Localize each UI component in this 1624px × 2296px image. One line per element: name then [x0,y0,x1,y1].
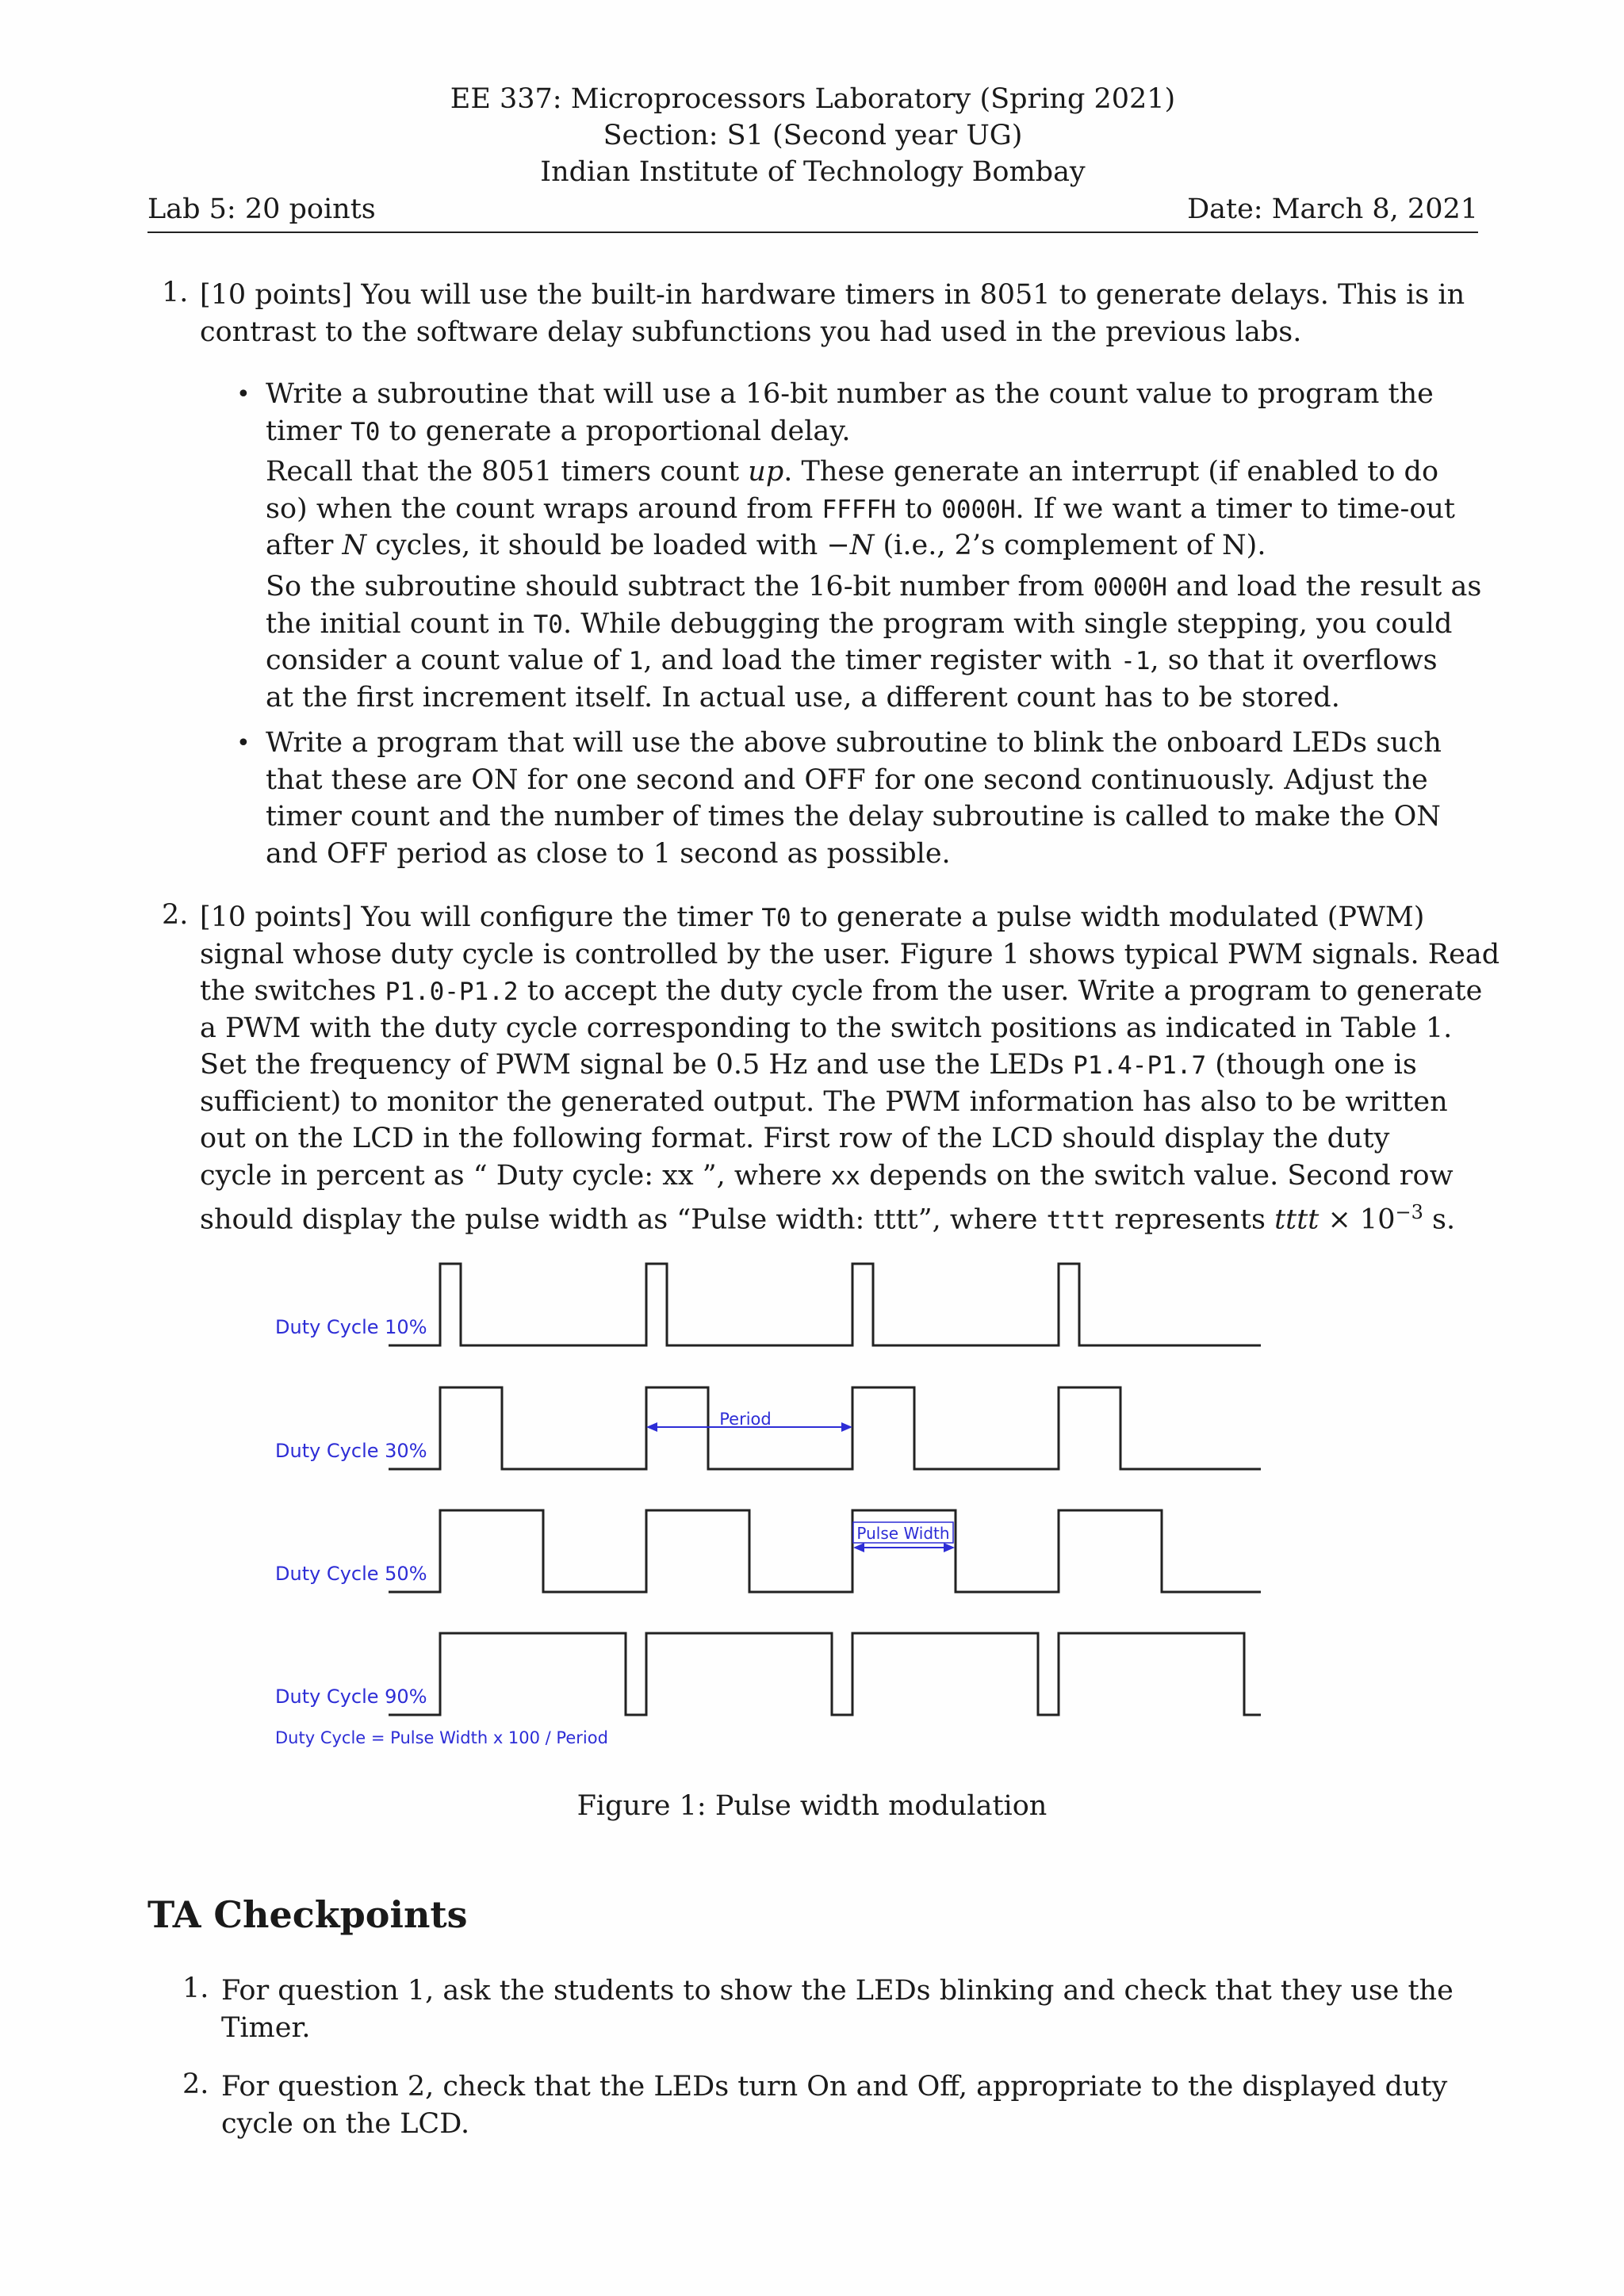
q1-b1-line: after N cycles, it should be loaded with −N (i.e., 2’s complement of N). [266,530,1266,561]
q1-b1-line: Write a subroutine that will use a 16-bit number as the count value to program the [266,378,1434,410]
arrow-head-left [646,1422,657,1432]
pwm-waveform [389,1510,1261,1592]
ta-line: For question 2, check that the LEDs turn On and Off, appropriate to the displayed duty [221,2071,1448,2103]
q1-number: 1. [162,277,189,308]
pwm-waveform [389,1387,1261,1469]
arrow-head-right [841,1422,852,1432]
q1-b1-line: consider a count value of 1, and load the timer register with -1, so that it overflows [266,645,1438,676]
q1-line: [10 points] You will use the built-in hardware timers in 8051 to generate delays. This is in [200,279,1465,311]
ta-item-1 [221,1973,1454,2046]
ta-heading: TA Checkpoints [147,1893,468,1936]
pwm-waveform [389,1633,1261,1715]
arrow-head-left [853,1543,864,1552]
q2-line: Set the frequency of PWM signal be 0.5 Hz and use the LEDs P1.4-P1.7 (though one is [200,1049,1417,1081]
q1-bullet2 [266,725,1442,872]
pulse-width-label: Pulse Width [856,1524,950,1543]
bullet-dot: • [236,381,251,408]
q1-bullet1 [266,376,1434,450]
q1-b1-line: so) when the count wraps around from FFFFH to 0000H. If we want a timer to time-out [266,492,1455,525]
q1-b1-line: at the first increment itself. In actual use, a different count has to be stored. [266,681,1340,714]
q2-line: sufficient) to monitor the generated output. The PWM information has also to be written [200,1085,1448,1118]
ta-line: For question 1, ask the students to show the LEDs blinking and check that they use the [221,1975,1454,2007]
q1-b2-line: timer count and the number of times the delay subroutine is called to make the ON [266,801,1441,832]
period-label: Period [719,1410,772,1429]
q2-line: out on the LCD in the following format. First row of the LCD should display the duty [200,1123,1390,1154]
q2-number: 2. [162,899,189,931]
section-line: Section: S1 (Second year UG) [603,120,1023,151]
lab-points: Lab 5: 20 points [147,193,376,225]
q1-intro [200,277,1465,350]
q2-line: [10 points] You will configure the timer T0 to generate a pulse width modulated (PWM) [200,901,1425,933]
ta-item-2 [221,2068,1448,2142]
bullet-dot: • [236,729,251,757]
course-title: EE 337: Microprocessors Laboratory (Spring 2021) [450,83,1176,115]
duty-cycle-label: Duty Cycle 10% [275,1316,427,1338]
q1-b1-line: timer T0 to generate a proportional delay. [266,415,851,447]
q1-b2-line: that these are ON for one second and OFF for one second continuously. Adjust the [266,763,1428,796]
q2-line: the switches P1.0-P1.2 to accept the duty cycle from the user. Write a program to generate [200,975,1483,1007]
q2-line: signal whose duty cycle is controlled by the user. Figure 1 shows typical PWM signals. Read [200,938,1500,970]
q2-line: cycle in percent as “ Duty cycle: xx ”, where xx depends on the switch value. Second row [200,1159,1454,1192]
q1-bullet1-recall [266,453,1455,564]
lab-date: Date: March 8, 2021 [1187,193,1478,225]
header-rule [147,232,1478,233]
q2-line: should display the pulse width as “Pulse width: tttt”, where tttt represents tttt × $10^{-3}$ s. [200,1201,1456,1236]
duty-cycle-formula: Duty Cycle = Pulse Width x 100 / Period [275,1728,608,1747]
q1-b2-line: and OFF period as close to 1 second as possible. [266,837,951,870]
q2-body [200,899,1500,1236]
ta-line: Timer. [221,2011,311,2044]
q1-b1-line: So the subroutine should subtract the 16-bit number from 0000H and load the result as [266,571,1482,603]
duty-cycle-label: Duty Cycle 90% [275,1686,427,1708]
q1-b1-line: the initial count in T0. While debugging the program with single stepping, you could [266,607,1453,640]
arrow-head-right [944,1543,955,1552]
pwm-waveform [389,1264,1261,1345]
figure-caption: Figure 1: Pulse width modulation [576,1790,1048,1822]
duty-cycle-label: Duty Cycle 30% [275,1440,427,1462]
ta-line: cycle on the LCD. [221,2107,470,2140]
q1-line: contrast to the software delay subfunctions you had used in the previous labs. [200,316,1302,348]
duty-cycle-label: Duty Cycle 50% [275,1563,427,1585]
q2-line: a PWM with the duty cycle corresponding to the switch positions as indicated in Table 1. [200,1012,1453,1044]
ta-item-number: 1. [182,1973,209,2004]
institute-line: Indian Institute of Technology Bombay [540,156,1086,188]
pwm-figure [0,1237,1624,1760]
q1-b1-line: Recall that the 8051 timers count up. These generate an interrupt (if enabled to do [266,456,1439,488]
ta-item-number: 2. [182,2068,209,2100]
q1-bullet1-subtract [266,568,1482,716]
q1-b2-line: Write a program that will use the above subroutine to blink the onboard LEDs such [266,727,1442,759]
